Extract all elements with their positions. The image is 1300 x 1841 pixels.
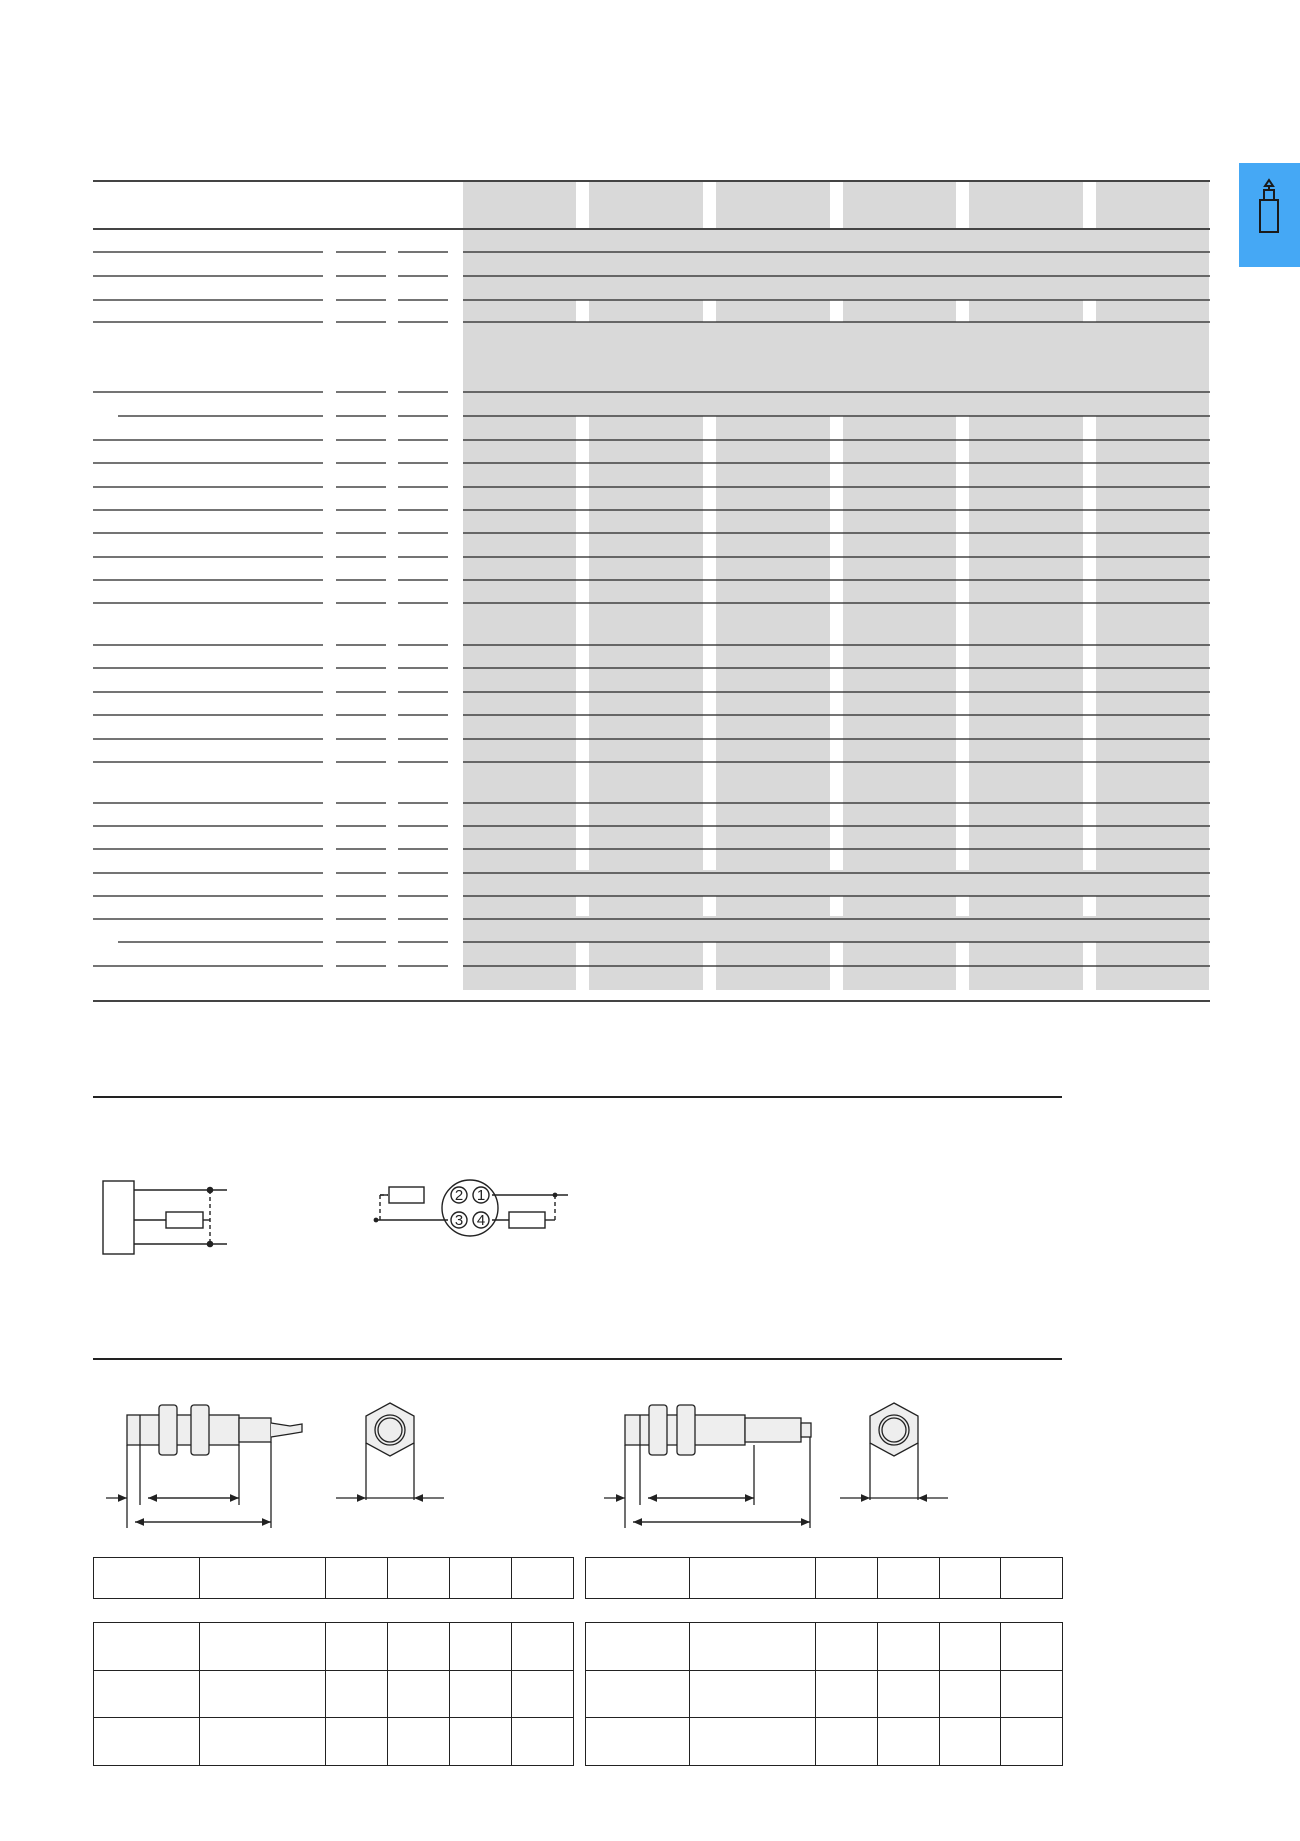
connector-wiring-diagram	[374, 1180, 568, 1236]
spec-column-3	[716, 182, 830, 990]
dimension-header-right	[585, 1557, 1063, 1599]
merged-cell	[576, 230, 589, 300]
cable-sensor-front-view	[336, 1403, 444, 1500]
merged-cell	[830, 322, 843, 370]
dimension-table-left	[93, 1622, 574, 1766]
merged-cell	[703, 870, 716, 896]
merged-cell	[830, 916, 843, 942]
merged-cell	[576, 322, 589, 370]
merged-cell	[956, 916, 969, 942]
merged-cell	[956, 870, 969, 896]
cable-sensor-side-view	[106, 1405, 302, 1528]
merged-cell	[703, 916, 716, 942]
merged-cell	[956, 230, 969, 300]
spec-column-1	[463, 182, 576, 990]
merged-cell	[1083, 870, 1096, 896]
pin-1: 1	[476, 1187, 486, 1204]
merged-cell	[1083, 322, 1096, 370]
merged-cell	[830, 870, 843, 896]
pin-3: 3	[454, 1212, 464, 1229]
spec-column-5	[969, 182, 1083, 990]
pin-4: 4	[476, 1212, 486, 1229]
merged-cell	[956, 322, 969, 370]
spec-column-2	[589, 182, 703, 990]
merged-cell	[703, 230, 716, 300]
merged-cell	[703, 322, 716, 370]
dimensions-section	[0, 1350, 1300, 1530]
connector-sensor-front-view	[840, 1403, 948, 1500]
dimension-table-right	[585, 1622, 1063, 1766]
wiring-section	[0, 1080, 1300, 1280]
merged-cell	[1083, 230, 1096, 300]
connector-sensor-side-view	[604, 1405, 811, 1528]
merged-cell	[576, 870, 589, 896]
pin-2: 2	[454, 1187, 464, 1204]
dimension-header-left	[93, 1557, 574, 1599]
merged-cell	[830, 230, 843, 300]
spec-column-6	[1096, 182, 1209, 990]
merged-cell	[1083, 916, 1096, 942]
spec-column-4	[843, 182, 956, 990]
merged-cell	[576, 916, 589, 942]
cable-wiring-diagram	[103, 1181, 227, 1254]
